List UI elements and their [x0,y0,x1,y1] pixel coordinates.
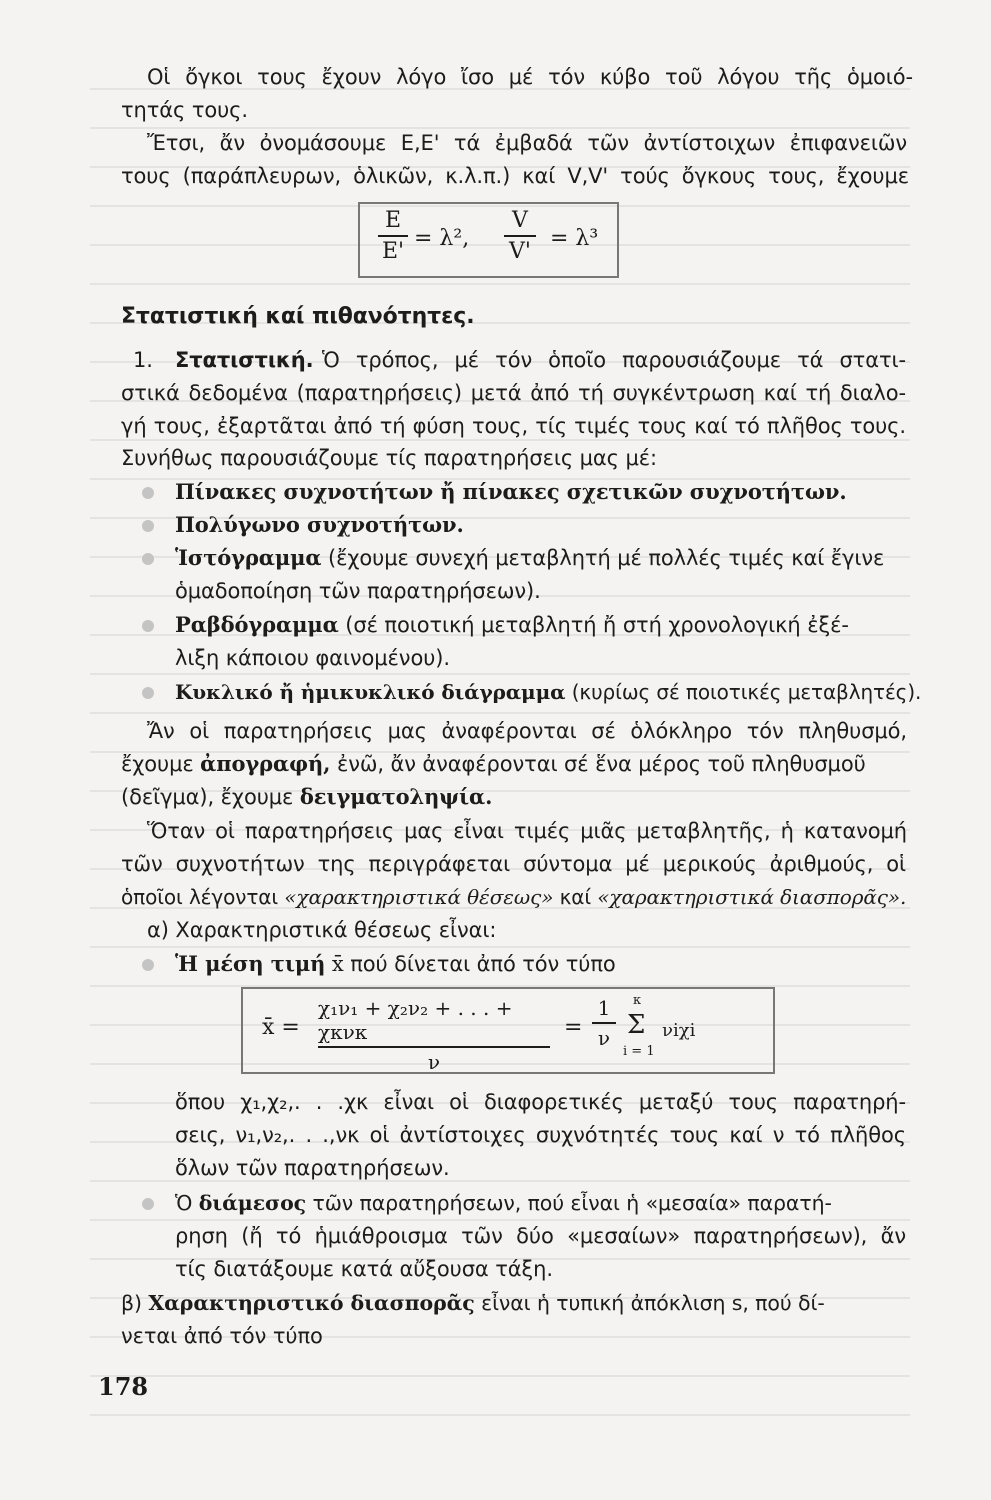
dist-l3-c: καί [553,885,598,909]
where-line2: σεις, ν₁,ν₂,. . .,νκ οἱ ἀντίστοιχες συχνότητές τους καί ν τό πλῆθος [175,1123,906,1147]
stat-line1: Ὁ τρόπος, μέ τόν ὁποῖο παρουσιάζουμε τά στατι- [322,348,906,372]
areas-ratio-rhs: = λ², [414,226,470,251]
bullet-histogram [175,544,884,572]
page-number: 178 [98,1372,149,1401]
para1-line4: τους (παράπλευρων, ὁλικῶν, κ.λ.π.) καί V,V' τούς ὄγκους τους, ἔχουμε [121,164,909,188]
frac-volumes [504,208,536,264]
mean-term: Ἡ μέση τιμή [175,951,326,976]
volumes-ratio-rhs: = λ³ [550,226,599,251]
section-title: Στατιστική καί πιθανότητες. [121,304,475,329]
bullet-histogram-line2: ὁμαδοποίηση τῶν παρατηρήσεων). [175,579,541,603]
bar-chart-desc: (σέ ποιοτική μεταβλητή ἤ στή χρονολογική ἐξέ- [338,613,849,637]
where-line3: ὅλων τῶν παρατηρήσεων. [175,1156,450,1180]
para1-line2: τητάς τους. [121,98,248,122]
para1-line3: Ἔτσι, ἄν ὀνομάσουμε Ε,Ε' τά ἐμβαδά τῶν ἀντίστοιχων ἐπιφανειῶν [147,131,907,155]
frac-volumes-num: V [512,208,528,233]
mean-intro [175,950,616,978]
bullet-dot-4 [142,620,154,632]
census-term: ἀπογραφή, [200,751,331,776]
mean-symbol: x̄ [325,952,351,976]
sum-lower: i = 1 [623,1044,655,1059]
sampling-term: δειγματοληψία. [299,784,493,809]
stat-number: 1. [133,348,153,372]
beta-rest: εἶναι ἡ τυπική ἀπόκλιση s, πού δί- [474,1291,825,1315]
census-line1: Ἄν οἱ παρατηρήσεις μας ἀναφέρονται σέ ὁλόκληρο τόν πληθυσμό, [147,719,907,743]
frac-areas-den: E' [381,239,405,264]
mean-numerator: χ₁ν₁ + χ₂ν₂ + . . . + χκνκ [318,996,513,1044]
beta-line1 [121,1289,825,1317]
sum-term: νiχi [662,1020,696,1041]
median-a: Ὁ [175,1191,199,1215]
stat-line4: Συνήθως παρουσιάζουμε τίς παρατηρήσεις μας μέ: [121,446,657,470]
bullet-dot-3 [142,553,154,565]
bullet-frequency-polygon: Πολύγωνο συχνοτήτων. [175,512,464,537]
mean-lhs: x̄ = [262,1015,300,1040]
histogram-desc: (ἔχουμε συνεχή μεταβλητή μέ πολλές τιμές καί ἔγινε [321,546,885,570]
bullet-dot-6 [142,959,154,971]
bullet-dot-5 [142,687,154,699]
census-l2-a: ἔχουμε [121,752,201,776]
frac-areas [378,208,408,264]
frac-areas-num: E [384,208,402,233]
bullet-dot-7 [142,1198,154,1210]
bullet-frequency-tables: Πίνακες συχνοτήτων ἤ πίνακες σχετικῶν συχνοτήτων. [175,479,847,504]
mean-one-over-nu [592,996,616,1050]
bullet-bar-chart-line2: λιξη κάποιου φαινομένου). [175,646,450,670]
dist-l3-a: ὁποῖοι λέγονται [121,885,285,909]
para1-line1: Οἱ ὄγκοι τους ἔχουν λόγο ἴσο μέ τόν κύβο τοῦ λόγου τῆς ὁμοιό- [147,65,913,89]
mean-fraction [318,996,550,1074]
pie-chart-term: Κυκλικό ἤ ἡμικυκλικό διάγραμμα [175,680,566,704]
frac-volumes-den: V' [509,239,531,264]
one: 1 [597,996,611,1020]
dist-line3 [121,883,906,911]
bullet-dot-1 [142,487,154,499]
mean-intro-rest: πού δίνεται ἀπό τόν τύπο [350,952,616,976]
median-line1 [175,1189,832,1217]
bullet-pie-chart [175,678,921,706]
dist-line1: Ὅταν οἱ παρατηρήσεις μας εἶναι τιμές μιᾶς μεταβλητῆς, ἡ κατανομή [147,819,907,843]
dispersion-term: Χαρακτηριστικό διασπορᾶς [148,1291,475,1315]
census-l2-c: ἐνῶ, ἄν ἀναφέρονται σέ ἕνα μέρος τοῦ πληθυσμοῦ [330,752,866,776]
pie-chart-desc: (κυρίως σέ ποιοτικές μεταβλητές). [565,680,922,704]
median-term: διάμεσος [198,1191,307,1215]
sum-upper: κ [633,993,642,1008]
sigma: Σ [627,1010,646,1040]
bar-chart-term: Ραβδόγραμμα [175,612,339,637]
bullet-bar-chart [175,611,849,639]
histogram-term: Ἱστόγραμμα [175,545,322,570]
census-l3-a: (δεῖγμα), ἔχουμε [121,785,300,809]
median-line2: ρηση (ἤ τό ἡμιάθροισμα τῶν δύο «μεσαίων» παρατηρήσεων), ἄν [175,1224,906,1248]
where-line1: ὅπου χ₁,χ₂,. . .χκ εἶναι οἱ διαφορετικές μεταξύ τους παρατηρή- [175,1090,906,1114]
stat-title: Στατιστική. [175,348,314,372]
mean-denominator: ν [427,1050,441,1074]
alpha-heading: α) Χαρακτηριστικά θέσεως εἶναι: [147,918,497,942]
census-line3 [121,783,492,811]
beta-line2: νεται ἀπό τόν τύπο [121,1324,323,1348]
beta-a: β) [121,1291,149,1315]
location-measures-term: «χαρακτηριστικά θέσεως» [284,885,554,909]
census-line2 [121,750,866,778]
median-line3: τίς διατάξουμε κατά αὔξουσα τάξη. [175,1257,553,1281]
nu: ν [597,1026,611,1050]
stat-line3: γή τους, ἐξαρτᾶται ἀπό τή φύση τους, τίς τιμές τους καί τό πλῆθος τους. [121,414,906,438]
dispersion-measures-term: «χαρακτηριστικά διασπορᾶς». [597,885,907,909]
bullet-dot-2 [142,520,154,532]
stat-line2: στικά δεδομένα (παρατηρήσεις) μετά ἀπό τή συγκέντρωση καί τή διαλο- [121,381,906,405]
dist-line2: τῶν συχνοτήτων της περιγράφεται σύντομα μέ μερικούς ἀριθμούς, οἱ [121,852,906,876]
median-rest: τῶν παρατηρήσεων, πού εἶναι ἡ «μεσαία» παρατή- [306,1191,832,1215]
mean-eq: = [564,1015,583,1040]
